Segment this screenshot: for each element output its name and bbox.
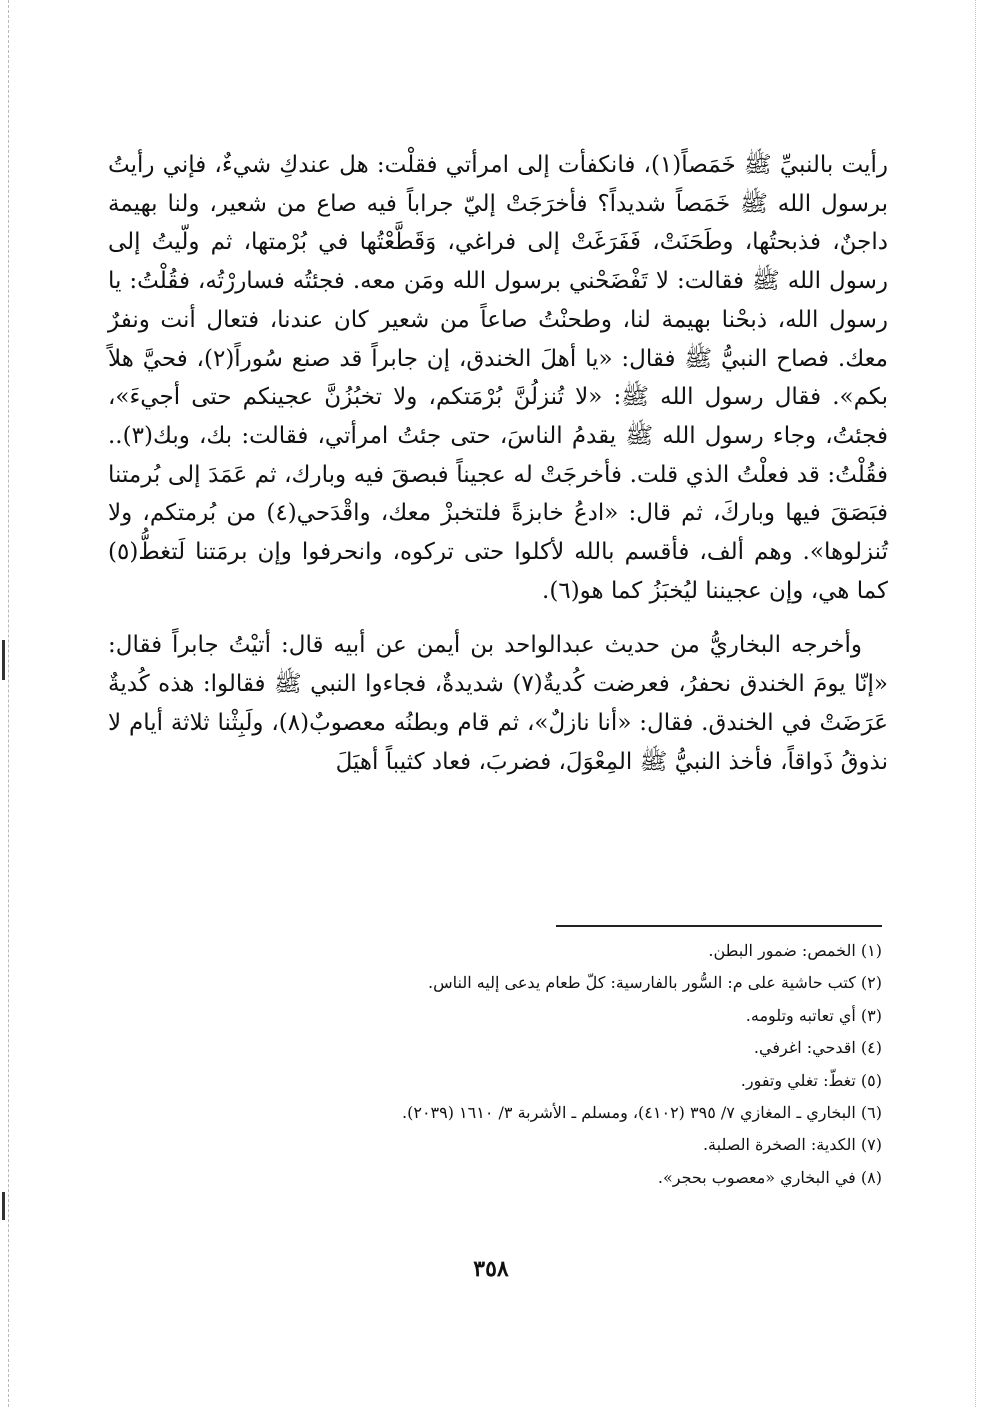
scan-edge-left xyxy=(8,0,9,1407)
footnote-7: (٧) الكدية: الصخرة الصلبة. xyxy=(702,1135,882,1155)
footnote-2: (٢) كتب حاشية على م: السُّور بالفارسية: كلّ طعام يدعى إليه الناس. xyxy=(428,973,882,993)
footnote-3: (٣) أي تعاتبه وتلومه. xyxy=(745,1005,882,1025)
scan-edge-right xyxy=(975,0,976,1407)
footnote-4: (٤) اقدحي: اغرفي. xyxy=(753,1038,882,1058)
footnote-separator xyxy=(556,925,882,927)
scan-edge-mark xyxy=(2,640,5,680)
scan-edge-mark xyxy=(2,1192,5,1220)
footnote-1: (١) الخمص: ضمور البطن. xyxy=(708,941,882,960)
footnote-6: (٦) البخاري ـ المغازي ٧/ ٣٩٥ (٤١٠٢)، ومسلم ـ الأشربة ٣/ ١٦١٠ (٢٠٣٩). xyxy=(402,1102,882,1122)
page-number: ٣٥٨ xyxy=(473,1256,509,1282)
paragraph-bukhari-narration: وأخرجه البخاريُّ من حديث عبدالواحد بن أيمن عن أبيه قال: أتيْتُ جابراً فقال: «إنّا يومَ الخندق نحفرُ، فعرضت كُديةٌ(٧) شديدةٌ، فجاءوا النبي ﷺ فقالوا: هذه كُديةٌ عَرَضَتْ في الخندق. فقال: «أنا نازلٌ»، ثم قام وبطنُه معصوبٌ(٨)، ولَبِثْنا ثلاثة أيام لا نذوقُ ذَواقاً، فأخذ النبيُّ ﷺ المِعْوَلَ، فضربَ، فعاد كثيباً أهيَلَ xyxy=(108,632,888,775)
footnote-8: (٨) في البخاري «معصوب بحجر». xyxy=(657,1167,882,1187)
footnotes-list xyxy=(142,935,882,1194)
paragraph-hadith-jabir: رأيت بالنبيِّ ﷺ خَمَصاً(١)، فانكفأت إلى امرأتي فقلْت: هل عندكِ شيءٌ، فإني رأيتُ برسول الله ﷺ خَمَصاً شديداً؟ فأخرَجَتْ إليّ جراباً فيه صاع من شعير، ولنا بهيمة داجنٌ، فذبحتُها، وطَحَنَتْ، فَفَرَغَتْ إلى فراغي، وَقَطَّعْتُها في بُرْمتها، ثم ولّيتُ إلى رسول الله ﷺ فقالت: لا تَفْضَحْني برسول الله ومَن معه. فجئتُه فساررْتُه، فقُلْتُ: يا رسول الله، ذبحْنا بهيمة لنا، وطحنْتُ صاعاً من شعير كان عندنا، فتعال أنت ونفرٌ معك. فصاح النبيُّ ﷺ فقال: «يا أهلَ الخندق، إن جابراً قد صنع سُوراً(٢)، فحيَّ هلاً بكم». فقال رسول الله ﷺ: «لا تُنزلُنَّ بُرْمَتكم، ولا تخبُزُنَّ عجينكم حتى أجيءَ»، فجئتُ، وجاء رسول الله ﷺ يقدمُ الناسَ، حتى جئتُ امرأتي، فقالت: بك، وبك(٣).. فقُلْتُ: قد فعلْتُ الذي قلت. فأخرجَتْ له عجيناً فبصقَ فيه وبارك، ثم عَمَدَ إلى بُرمتنا فبَصَقَ فيها وباركَ، ثم قال: «ادعُ خابزةً فلتخبزْ معك، واقْدَحي(٤) من بُرمتكم، ولا تُنزلوها». وهم ألف، فأقسم بالله لأكلوا حتى تركوه، وانحرفوا وإن برمَتنا لَتغطُّ(٥) كما هي، وإن عجيننا ليُخبَزُ كما هو(٦). xyxy=(108,152,888,604)
footnote-5: (٥) تغطّ: تغلي وتفور. xyxy=(740,1070,882,1090)
main-text xyxy=(108,146,888,781)
